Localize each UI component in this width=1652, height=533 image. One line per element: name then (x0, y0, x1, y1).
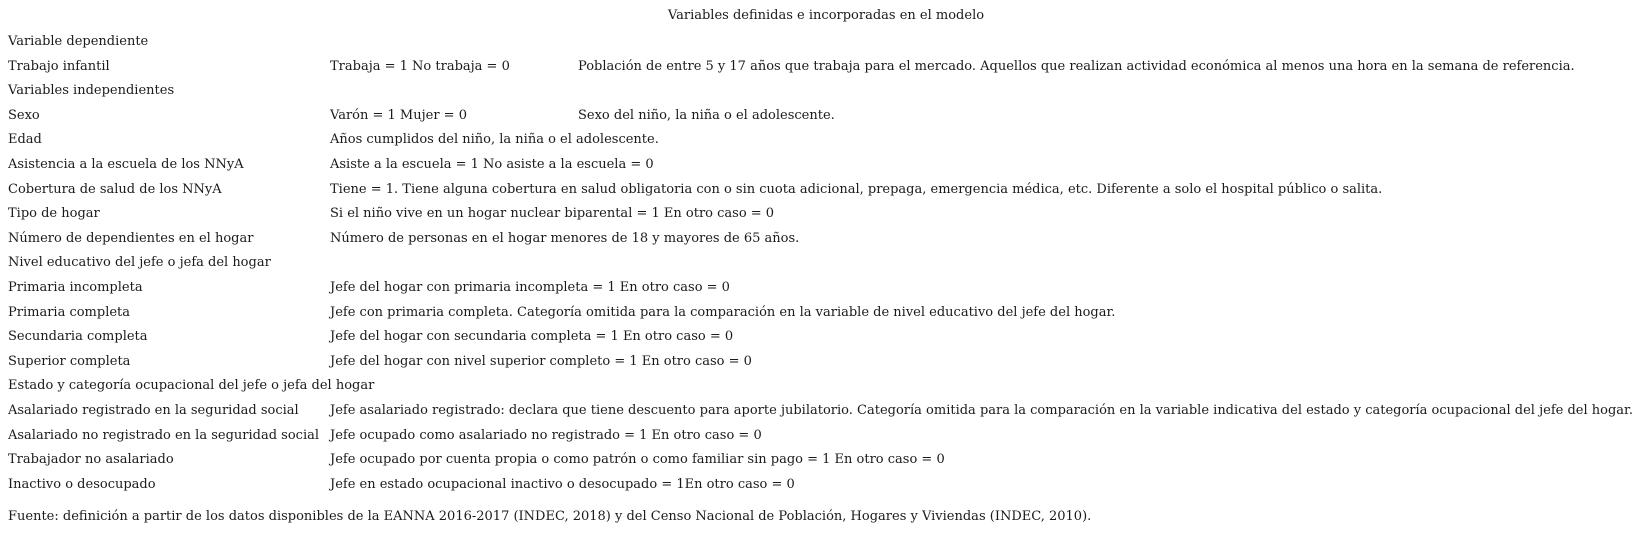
variable-name: Inactivo o desocupado (8, 476, 156, 492)
variable-description: Sexo del niño, la niña o el adolescente. (578, 107, 835, 123)
table-row (8, 424, 1652, 449)
variable-name: Sexo (8, 107, 40, 123)
table-row (8, 473, 1652, 498)
variable-coding: Jefe asalariado registrado: declara que tiene descuento para aporte jubilatorio. Categoría omitida para la comparación en la variable indicativa del estado y categoría ocupacional del jefe del hogar. (330, 402, 1633, 418)
variable-name: Primaria completa (8, 304, 131, 320)
variable-name: Trabajo infantil (8, 58, 110, 74)
variable-name: Asalariado registrado en la seguridad social (8, 402, 299, 418)
table-row (8, 202, 1652, 227)
section-row-education (8, 251, 1652, 276)
variable-coding: Asiste a la escuela = 1 No asiste a la escuela = 0 (330, 156, 654, 172)
variable-coding: Jefe del hogar con secundaria completa = 1 En otro caso = 0 (330, 329, 734, 345)
table-row (8, 276, 1652, 301)
variable-coding: Si el niño vive en un hogar nuclear biparental = 1 En otro caso = 0 (330, 206, 775, 222)
section-row-independent (8, 79, 1652, 104)
section-label: Variables independientes (8, 83, 175, 99)
variable-coding: Varón = 1 Mujer = 0 (330, 107, 467, 123)
variable-name: Edad (8, 132, 42, 148)
variable-name: Asistencia a la escuela de los NNyA (8, 156, 244, 172)
table-row (8, 350, 1652, 375)
section-label: Variable dependiente (8, 34, 149, 49)
table-row (8, 55, 1652, 80)
variable-description: Población de entre 5 y 17 años que trabaja para el mercado. Aquellos que realizan actividad económica al menos una hora en la semana de referencia. (578, 58, 1575, 74)
table-row (8, 325, 1652, 350)
variable-name: Superior completa (8, 353, 131, 369)
table-row (8, 448, 1652, 473)
section-row-dependent (8, 30, 1652, 55)
variable-coding: Jefe ocupado por cuenta propia o como patrón o como familiar sin pago = 1 En otro caso = 0 (330, 452, 945, 468)
variable-coding: Años cumplidos del niño, la niña o el adolescente. (330, 132, 659, 148)
variable-name: Secundaria completa (8, 329, 148, 345)
variables-table (8, 30, 1652, 497)
variable-name: Trabajador no asalariado (8, 452, 174, 468)
table-row (8, 178, 1652, 203)
table-row (8, 399, 1652, 424)
variable-coding: Jefe del hogar con primaria incompleta = 1 En otro caso = 0 (330, 279, 730, 295)
variable-coding: Número de personas en el hogar menores de 18 y mayores de 65 años. (330, 230, 800, 246)
section-row-occupation (8, 374, 1652, 399)
variable-coding: Jefe ocupado como asalariado no registrado = 1 En otro caso = 0 (330, 427, 762, 443)
variable-coding: Trabaja = 1 No trabaja = 0 (330, 58, 510, 74)
section-label: Estado y categoría ocupacional del jefe o jefa del hogar (8, 378, 375, 394)
variable-name: Asalariado no registrado en la seguridad social (8, 427, 320, 443)
variable-coding: Tiene = 1. Tiene alguna cobertura en salud obligatoria con o sin cuota adicional, prepaga, emergencia médica, etc. Diferente a solo el hospital público o salita. (330, 181, 1383, 197)
source-note: Fuente: definición a partir de los datos disponibles de la EANNA 2016-2017 (INDEC, 2018) y del Censo Nacional de Población, Hogares y Viviendas (INDEC, 2010). (8, 509, 1092, 524)
variable-name: Primaria incompleta (8, 279, 143, 295)
section-label: Nivel educativo del jefe o jefa del hogar (8, 255, 271, 271)
variable-coding: Jefe con primaria completa. Categoría omitida para la comparación en la variable de nivel educativo del jefe del hogar. (330, 304, 1116, 320)
variable-name: Tipo de hogar (8, 206, 100, 222)
variable-name: Cobertura de salud de los NNyA (8, 181, 222, 197)
table-title: Variables definidas e incorporadas en el modelo (667, 8, 985, 23)
table-row (8, 227, 1652, 252)
table-row (8, 104, 1652, 129)
variable-coding: Jefe del hogar con nivel superior completo = 1 En otro caso = 0 (330, 353, 752, 369)
table-row (8, 301, 1652, 326)
variable-coding: Jefe en estado ocupacional inactivo o desocupado = 1En otro caso = 0 (330, 476, 795, 492)
table-row (8, 153, 1652, 178)
variable-name: Número de dependientes en el hogar (8, 230, 254, 246)
table-row (8, 128, 1652, 153)
